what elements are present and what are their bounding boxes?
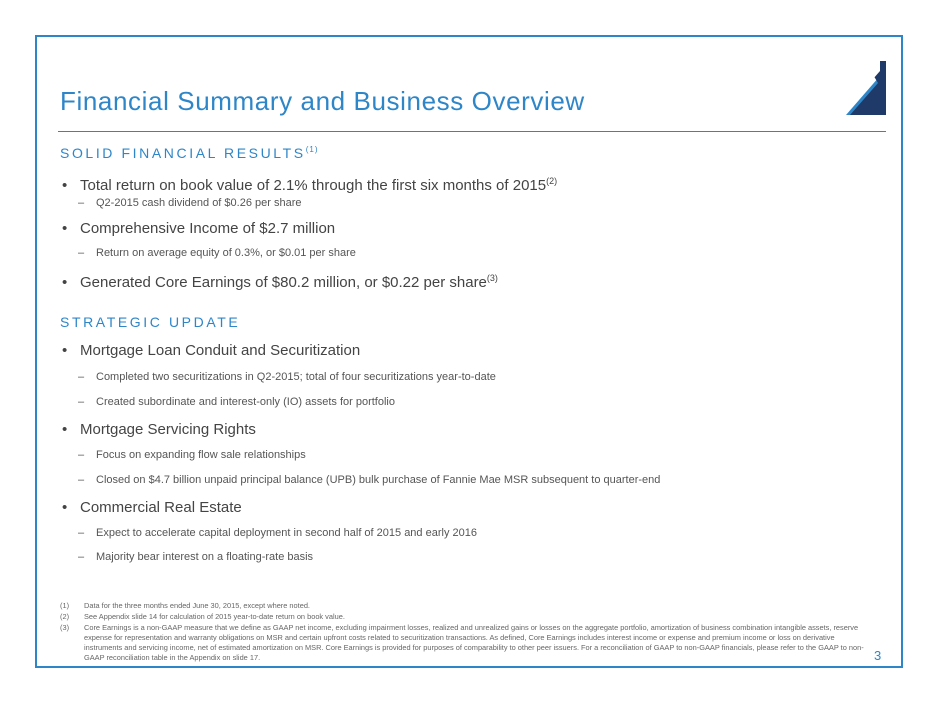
section-heading-strategic-update: STRATEGIC UPDATE (60, 314, 241, 330)
footnote-ref: (1) (305, 145, 319, 154)
dash-marker: – (78, 197, 85, 209)
dash-marker: – (78, 474, 85, 486)
sub-bullet-item: – Closed on $4.7 billion unpaid principal balance (UPB) bulk purchase of Fannie Mae MSR subsequent to quarter-end (78, 474, 661, 486)
sub-bullet-item: – Majority bear interest on a floating-rate basis (78, 551, 314, 563)
bullet-marker: • (62, 342, 68, 359)
dash-marker: – (78, 247, 85, 259)
bullet-marker: • (62, 220, 68, 237)
bullet-item: • Mortgage Loan Conduit and Securitization (62, 342, 361, 359)
bullet-marker: • (62, 499, 68, 516)
bullet-item: • Mortgage Servicing Rights (62, 421, 256, 438)
bullet-item: • Generated Core Earnings of $80.2 million, or $0.22 per share$^{(3)}$ (62, 273, 498, 291)
title-divider (58, 131, 886, 132)
sub-bullet-item: – Created subordinate and interest-only (IO) assets for portfolio (78, 396, 395, 408)
page-title: Financial Summary and Business Overview (60, 86, 585, 116)
bullet-marker: • (62, 421, 68, 438)
footnote-ref: (2) (546, 176, 558, 186)
dash-marker: – (78, 396, 85, 408)
bullet-item: • Comprehensive Income of $2.7 million (62, 220, 336, 237)
bullet-item: • Total return on book value of 2.1% through the first six months of 2015$^{(2)}$ (62, 176, 558, 194)
dash-marker: – (78, 449, 85, 461)
company-logo-icon (836, 61, 886, 115)
sub-bullet-item: – Return on average equity of 0.3%, or $0.01 per share (78, 247, 356, 259)
sub-bullet-item: – Completed two securitizations in Q2-2015; total of four securitizations year-to-date (78, 371, 496, 383)
bullet-marker: • (62, 274, 68, 291)
page-number: 3 (874, 648, 882, 663)
dash-marker: – (78, 551, 85, 563)
dash-marker: – (78, 371, 85, 383)
section-heading-financial-results: SOLID FINANCIAL RESULTS$^{(1)}$ (60, 145, 319, 161)
sub-bullet-item: – Focus on expanding flow sale relationships (78, 449, 306, 461)
sub-bullet-item: – Q2-2015 cash dividend of $0.26 per share (78, 197, 302, 209)
footnote-ref: (3) (486, 273, 498, 283)
sub-bullet-item: – Expect to accelerate capital deployment in second half of 2015 and early 2016 (78, 527, 477, 539)
bullet-item: • Commercial Real Estate (62, 499, 242, 516)
bullet-marker: • (62, 177, 68, 194)
dash-marker: – (78, 527, 85, 539)
